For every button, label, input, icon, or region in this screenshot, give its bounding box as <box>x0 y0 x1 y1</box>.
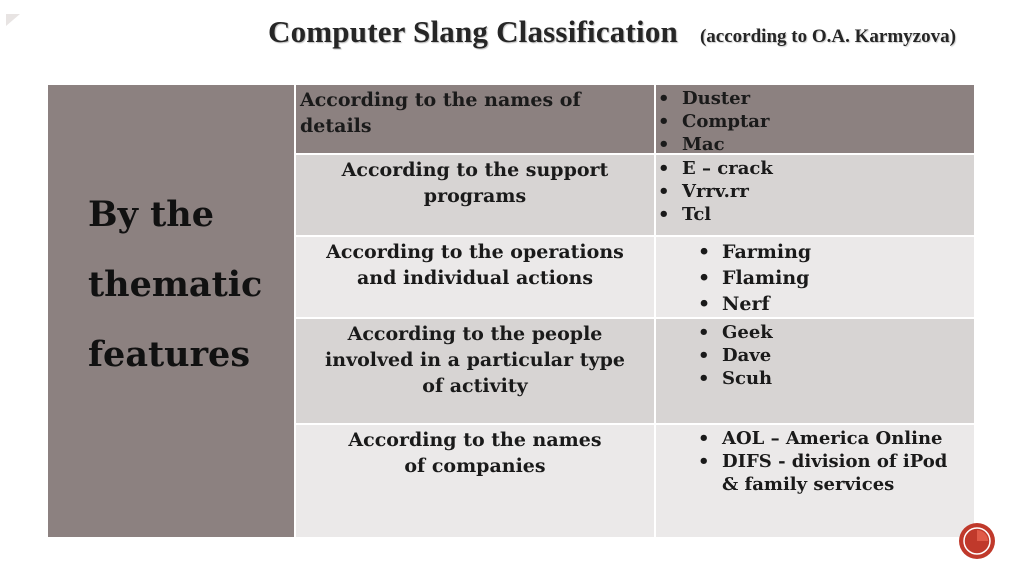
category-cell: According to the operations and individual actions <box>296 237 656 317</box>
category-cell: According to the people involved in a particular type of activity <box>296 319 656 423</box>
list-item: • Duster <box>656 87 974 110</box>
list-item: • Tcl <box>656 203 974 226</box>
table-row <box>296 155 974 235</box>
left-panel-label: By the thematic features <box>88 194 263 375</box>
table-row <box>296 425 974 537</box>
list-item: • Nerf <box>696 291 974 317</box>
item-list <box>656 157 974 226</box>
list-item: • Mac <box>656 133 974 156</box>
slide-title: Computer Slang Classification <box>268 14 678 49</box>
list-item: • Flaming <box>696 265 974 291</box>
list-item: • Vrrv.rr <box>656 180 974 203</box>
list-item: • Farming <box>696 239 974 265</box>
list-item: • AOL – America Online <box>696 427 964 450</box>
table-row <box>296 319 974 423</box>
item-list <box>696 321 974 390</box>
table-row <box>296 237 974 317</box>
items-cell <box>656 319 974 423</box>
list-item: • DIFS - division of iPod & family services <box>696 450 964 496</box>
category-cell: According to the names of details <box>296 85 656 153</box>
list-item: • E – crack <box>656 157 974 180</box>
list-item: • Comptar <box>656 110 974 133</box>
item-list <box>696 239 974 317</box>
slide-corner-icon <box>6 14 30 34</box>
item-list <box>696 427 964 496</box>
next-slide-icon[interactable] <box>958 522 996 560</box>
classification-table <box>296 85 974 537</box>
list-item: • Scuh <box>696 367 974 390</box>
items-cell <box>656 237 974 317</box>
title-area <box>268 14 1014 54</box>
category-cell: According to the support programs <box>296 155 656 235</box>
category-cell: According to the names of companies <box>296 425 656 537</box>
slide-subtitle: (according to O.A. Karmyzova) <box>699 26 956 47</box>
left-panel <box>48 85 294 537</box>
list-item: • Dave <box>696 344 974 367</box>
items-cell <box>656 425 974 537</box>
items-cell <box>656 155 974 235</box>
table-row <box>296 85 974 153</box>
item-list <box>656 87 974 156</box>
list-item: • Geek <box>696 321 974 344</box>
items-cell <box>656 85 974 153</box>
